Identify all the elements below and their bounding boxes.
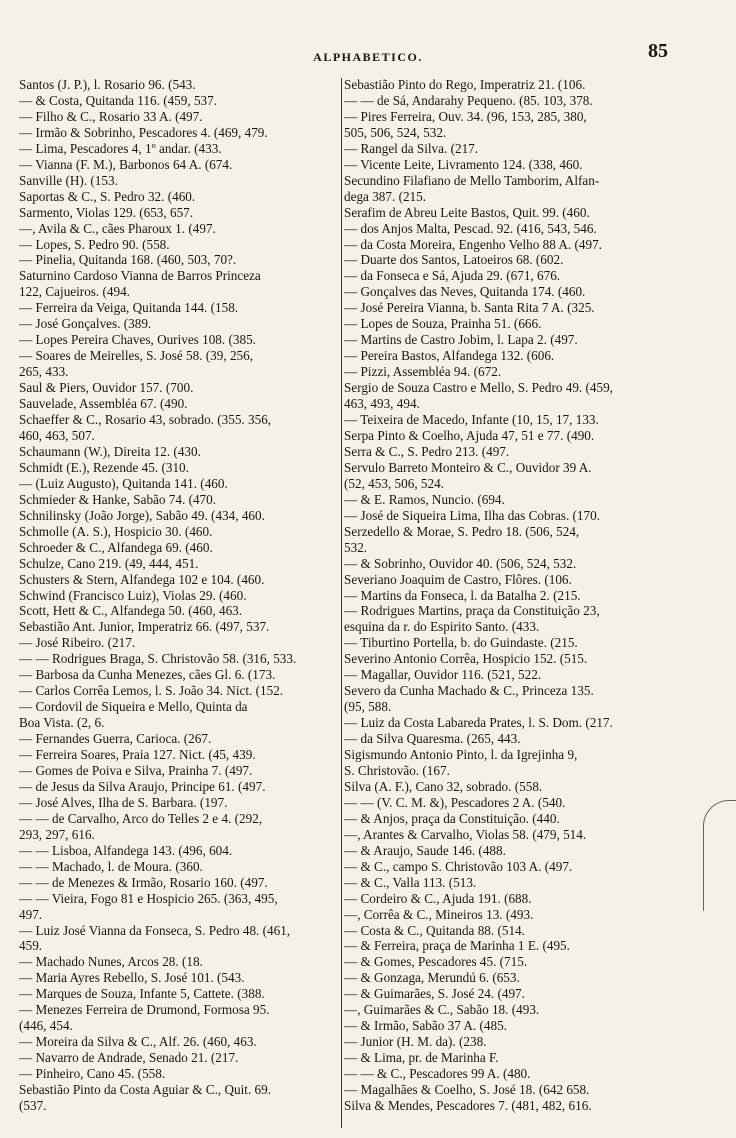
directory-entry: Severino Antonio Corrêa, Hospicio 152. (515. (344, 651, 588, 667)
directory-entry: — Martins da Fonseca, l. da Batalha 2. (215. (344, 587, 581, 603)
directory-entry: — Pinheiro, Cano 45. (558. (19, 1066, 166, 1082)
directory-entry: — Machado Nunes, Arcos 28. (18. (19, 954, 203, 970)
directory-entry: — & Gomes, Pescadores 45. (715. (344, 954, 528, 970)
directory-entry: — Soares de Meirelles, S. José 58. (39, 256, (19, 348, 254, 364)
directory-entry: 463, 493, 494. (344, 396, 420, 412)
directory-entry: (95, 588. (344, 699, 392, 715)
directory-entry: — Cordeiro & C., Ajuda 191. (688. (344, 890, 532, 906)
directory-entry: Schusters & Stern, Alfandega 102 e 104. (460. (19, 571, 265, 587)
running-header: ALPHABETICO. (313, 50, 423, 64)
directory-entry: Schmolle (A. S.), Hospicio 30. (460. (19, 523, 213, 539)
directory-entry: Schnilinsky (João Jorge), Sabão 49. (434, 460. (19, 507, 265, 523)
directory-entry: 293, 297, 616. (19, 826, 95, 842)
directory-entry: — Martins de Castro Jobim, l. Lapa 2. (497. (344, 332, 578, 348)
directory-entry: esquina da r. do Espirito Santo. (433. (344, 619, 540, 635)
directory-entry: — Irmão & Sobrinho, Pescadores 4. (469, 479. (19, 124, 268, 140)
right-column (344, 77, 684, 1114)
directory-entry: — & E. Ramos, Nuncio. (694. (344, 491, 505, 507)
directory-entry: — — Machado, l. de Moura. (360. (19, 858, 203, 874)
directory-entry: — Filho & C., Rosario 33 A. (497. (19, 108, 203, 124)
directory-entry: Serzedello & Morae, S. Pedro 18. (506, 524, (344, 523, 580, 539)
directory-entry: 265, 433. (19, 364, 69, 380)
directory-entry: Saportas & C., S. Pedro 32. (460. (19, 188, 196, 204)
directory-entry: — Navarro de Andrade, Senado 21. (217. (19, 1050, 239, 1066)
directory-entry: Schaumann (W.), Direita 12. (430. (19, 443, 201, 459)
directory-entry: — Lima, Pescadores 4, 1º andar. (433. (19, 140, 222, 156)
directory-entry: Silva (A. F.), Cano 32, sobrado. (558. (344, 778, 543, 794)
directory-entry: — Luiz José Vianna da Fonseca, S. Pedro 48. (461, (19, 922, 291, 938)
directory-entry: — Barbosa da Cunha Menezes, cães Gl. 6. (173. (19, 667, 276, 683)
directory-entry: —, Guimarães & C., Sabão 18. (493. (344, 1002, 540, 1018)
directory-entry: — Magalhães & Coelho, S. José 18. (642 658. (344, 1082, 590, 1098)
directory-entry: — & C., Valla 113. (513. (344, 874, 477, 890)
directory-entry: — Fernandes Guerra, Carioca. (267. (19, 731, 212, 747)
directory-entry: — da Silva Quaresma. (265, 443. (344, 731, 521, 747)
directory-entry: — & C., campo S. Christovão 103 A. (497. (344, 858, 573, 874)
directory-entry: Saul & Piers, Ouvidor 157. (700. (19, 380, 194, 396)
directory-entry: Sigismundo Antonio Pinto, l. da Igrejinha 9, (344, 747, 578, 763)
directory-entry: — (Luiz Augusto), Quitanda 141. (460. (19, 475, 228, 491)
directory-entry: — Junior (H. M. da). (238. (344, 1034, 487, 1050)
directory-entry: — Luiz da Costa Labareda Prates, l. S. Dom. (217. (344, 715, 613, 731)
page-edge-mark (703, 800, 736, 911)
directory-entry: — Cordovil de Siqueira e Mello, Quinta da (19, 699, 248, 715)
directory-entry: — Lopes de Souza, Prainha 51. (666. (344, 316, 542, 332)
directory-entry: 460, 463, 507. (19, 427, 95, 443)
directory-entry: Saturnino Cardoso Vianna de Barros Princeza (19, 268, 261, 284)
directory-entry: — Moreira da Silva & C., Alf. 26. (460, 463. (19, 1034, 257, 1050)
directory-entry: Serafim de Abreu Leite Bastos, Quit. 99. (460. (344, 204, 590, 220)
directory-entry: — & Guimarães, S. José 24. (497. (344, 986, 525, 1002)
directory-entry: Santos (J. P.), l. Rosario 96. (543. (19, 77, 196, 92)
directory-entry: Sebastião Pinto da Costa Aguiar & C., Quit. 69. (19, 1082, 272, 1098)
left-column (19, 77, 341, 1114)
directory-entry: — José Gonçalves. (389. (19, 316, 152, 332)
directory-entry: — dos Anjos Malta, Pescad. 92. (416, 543, 546. (344, 220, 597, 236)
directory-entry: — — de Carvalho, Arco do Telles 2 e 4. (292, (19, 810, 263, 826)
directory-entry: — — (V. C. M. &), Pescadores 2 A. (540. (344, 794, 566, 810)
directory-entry: (537. (19, 1098, 47, 1113)
directory-entry: — Vicente Leite, Livramento 124. (338, 460. (344, 156, 583, 172)
directory-entry: — Pires Ferreira, Ouv. 34. (96, 153, 285, 380, (344, 108, 587, 124)
directory-entry: 532. (344, 539, 368, 555)
directory-entry: — Lopes, S. Pedro 90. (558. (19, 236, 170, 252)
column-divider (341, 78, 342, 1128)
directory-entry: — Vianna (F. M.), Barbonos 64 A. (674. (19, 156, 233, 172)
directory-entry: 459. (19, 938, 43, 954)
directory-entry: 505, 506, 524, 532. (344, 124, 447, 140)
directory-entry: — & Costa, Quitanda 116. (459, 537. (19, 92, 218, 108)
directory-entry: — & Anjos, praça da Constituição. (440. (344, 810, 560, 826)
directory-entry: — & Lima, pr. de Marinha F. (344, 1050, 499, 1066)
directory-entry: Sebastião Ant. Junior, Imperatriz 66. (497, 537. (19, 619, 270, 635)
directory-entry: — — de Sá, Andarahy Pequeno. (85. 103, 378. (344, 92, 593, 108)
directory-entry: — Lopes Pereira Chaves, Ourives 108. (385. (19, 332, 256, 348)
directory-entry: Serpa Pinto & Coelho, Ajuda 47, 51 e 77. (490. (344, 427, 595, 443)
directory-entry: — — Lisboa, Alfandega 143. (496, 604. (19, 842, 233, 858)
directory-entry: — Tiburtino Portella, b. do Guindaste. (215. (344, 635, 578, 651)
directory-entry: — — de Menezes & Irmão, Rosario 160. (497. (19, 874, 268, 890)
directory-entry: Schulze, Cano 219. (49, 444, 451. (19, 555, 199, 571)
directory-entry: —, Avila & C., cães Pharoux 1. (497. (19, 220, 216, 236)
directory-entry: — Magallar, Ouvidor 116. (521, 522. (344, 667, 542, 683)
directory-entry: dega 387. (215. (344, 188, 427, 204)
directory-entry: — José Ribeiro. (217. (19, 635, 136, 651)
directory-entry: S. Christovão. (167. (344, 762, 450, 778)
directory-entry: — & Irmão, Sabão 37 A. (485. (344, 1018, 507, 1034)
directory-entry: — — Vieira, Fogo 81 e Hospicio 265. (363, 495, (19, 890, 278, 906)
directory-entry: — Rangel da Silva. (217. (344, 140, 479, 156)
directory-entry: (52, 453, 506, 524. (344, 475, 445, 491)
directory-entry: — Pizzi, Assembléa 94. (672. (344, 364, 502, 380)
directory-entry: — Gonçalves das Neves, Quitanda 174. (460. (344, 284, 586, 300)
directory-entry: Scott, Hett & C., Alfandega 50. (460, 463. (19, 603, 243, 619)
directory-entry: — da Costa Moreira, Engenho Velho 88 A. (497. (344, 236, 602, 252)
directory-entry: Schroeder & C., Alfandega 69. (460. (19, 539, 213, 555)
directory-entry: — & Ferreira, praça de Marinha 1 E. (495. (344, 938, 570, 954)
directory-entry: — Gomes de Poiva e Silva, Prainha 7. (497. (19, 762, 253, 778)
directory-entry: — Costa & C., Quitanda 88. (514. (344, 922, 525, 938)
directory-entry: —, Arantes & Carvalho, Violas 58. (479, 514. (344, 826, 587, 842)
directory-entry: Schaeffer & C., Rosario 43, sobrado. (355. 356, (19, 412, 272, 428)
directory-entry: — — & C., Pescadores 99 A. (480. (344, 1066, 531, 1082)
directory-entry: Sanville (H). (153. (19, 172, 118, 188)
directory-entry: Serra & C., S. Pedro 213. (497. (344, 443, 510, 459)
directory-entry: 122, Cajueiros. (494. (19, 284, 130, 300)
directory-entry: Sauvelade, Assembléa 67. (490. (19, 396, 188, 412)
directory-entry: — & Sobrinho, Ouvidor 40. (506, 524, 532. (344, 555, 577, 571)
directory-entry: Schwind (Francisco Luiz), Violas 29. (460. (19, 587, 247, 603)
directory-entry: — Ferreira da Veiga, Quitanda 144. (158. (19, 300, 239, 316)
directory-entry: — Teixeira de Macedo, Infante (10, 15, 17, 133. (344, 412, 599, 428)
directory-entry: — da Fonseca e Sá, Ajuda 29. (671, 676. (344, 268, 561, 284)
directory-entry: Sergio de Souza Castro e Mello, S. Pedro 49. (459, (344, 380, 613, 396)
directory-entry: Sarmento, Violas 129. (653, 657. (19, 204, 194, 220)
directory-entry: — Pinelia, Quitanda 168. (460, 503, 70?. (19, 252, 237, 268)
directory-entry: Severiano Joaquim de Castro, Flôres. (106. (344, 571, 572, 587)
directory-entry: — José de Siqueira Lima, Ilha das Cobras. (170. (344, 507, 601, 523)
directory-entry: — & Gonzaga, Merundú 6. (653. (344, 970, 520, 986)
directory-entry: Schmieder & Hanke, Sabão 74. (470. (19, 491, 217, 507)
directory-entry: — de Jesus da Silva Araujo, Principe 61. (497. (19, 778, 266, 794)
directory-entry: — Rodrigues Martins, praça da Constituição 23, (344, 603, 600, 619)
directory-entry: — Maria Ayres Rebello, S. José 101. (543. (19, 970, 245, 986)
directory-entry: — José Pereira Vianna, b. Santa Rita 7 A. (325. (344, 300, 595, 316)
directory-entry: Schmidt (E.), Rezende 45. (310. (19, 459, 189, 475)
directory-entry: — José Alves, Ilha de S. Barbara. (197. (19, 794, 228, 810)
directory-entry: Boa Vista. (2, 6. (19, 715, 105, 731)
directory-entry: — Duarte dos Santos, Latoeiros 68. (602. (344, 252, 564, 268)
directory-entry: Sebastião Pinto do Rego, Imperatriz 21. (106. (344, 77, 586, 92)
directory-entry: — Menezes Ferreira de Drumond, Formosa 95. (19, 1002, 270, 1018)
directory-entry: — Carlos Corrêa Lemos, l. S. João 34. Nict. (152. (19, 683, 284, 699)
directory-entry: — — Rodrigues Braga, S. Christovão 58. (316, 533. (19, 651, 297, 667)
directory-entry: — Marques de Souza, Infante 5, Cattete. (388. (19, 986, 265, 1002)
directory-entry: — Ferreira Soares, Praia 127. Nict. (45, 439. (19, 747, 256, 763)
directory-entry: —, Corrêa & C., Mineiros 13. (493. (344, 906, 534, 922)
page-number: 85 (648, 40, 668, 62)
directory-entry: Silva & Mendes, Pescadores 7. (481, 482, 616. (344, 1098, 592, 1113)
directory-entry: 497. (19, 906, 43, 922)
directory-entry: Servulo Barreto Monteiro & C., Ouvidor 39 A. (344, 459, 592, 475)
directory-entry: — & Araujo, Saude 146. (488. (344, 842, 506, 858)
directory-entry: — Pereira Bastos, Alfandega 132. (606. (344, 348, 555, 364)
directory-entry: Severo da Cunha Machado & C., Princeza 135. (344, 683, 594, 699)
directory-entry: (446, 454. (19, 1018, 73, 1034)
directory-entry: Secundino Filafiano de Mello Tamborim, Alfan- (344, 172, 600, 188)
